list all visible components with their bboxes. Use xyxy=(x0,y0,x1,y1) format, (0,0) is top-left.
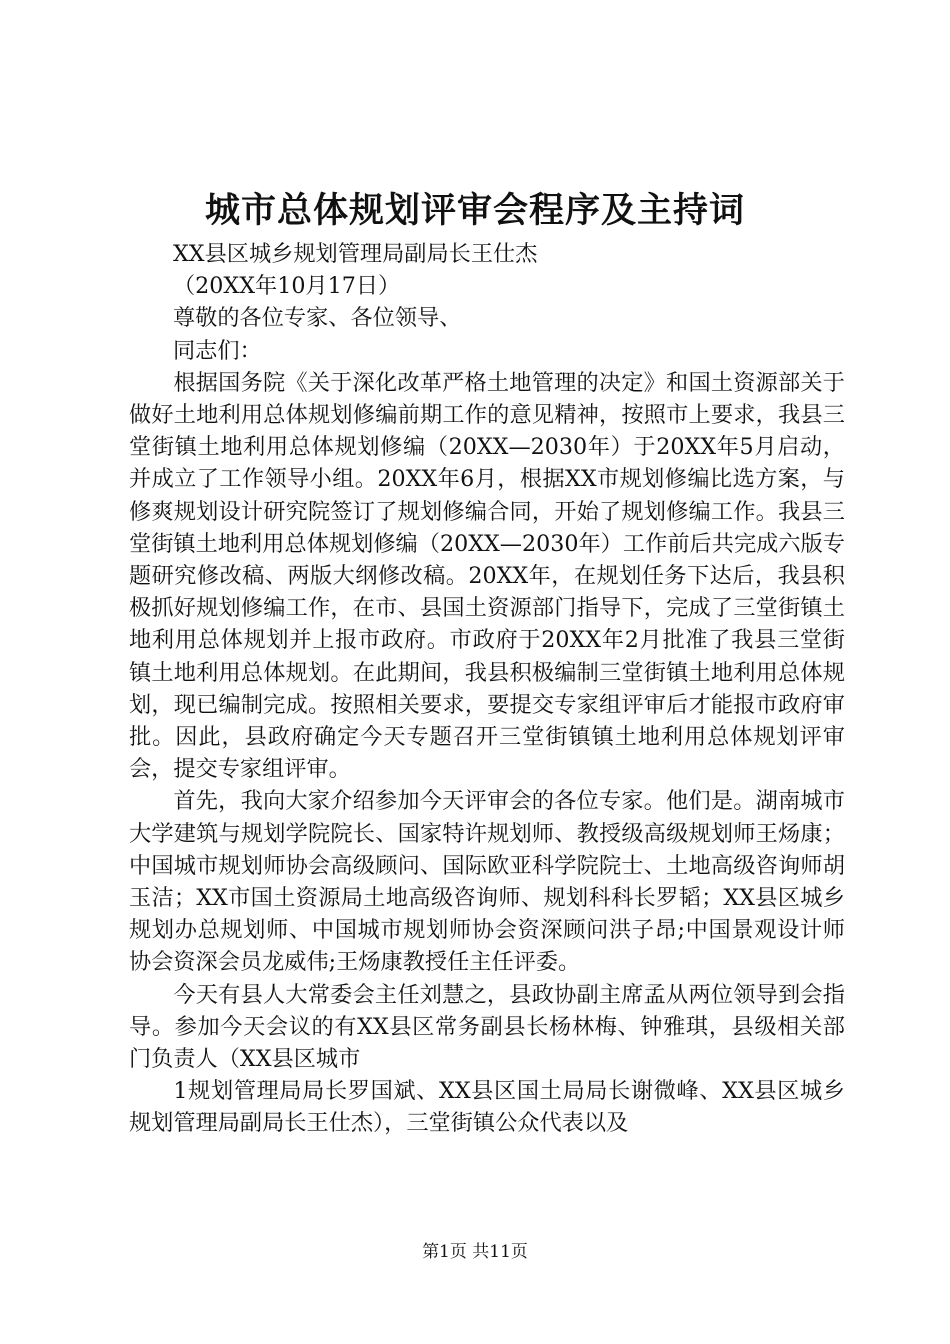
salutation-line-1: 尊敬的各位专家、各位领导、 xyxy=(173,305,462,332)
document-title: 城市总体规划评审会程序及主持词 xyxy=(204,190,745,231)
document-body xyxy=(129,238,845,1140)
body-paragraph-1: 根据国务院《关于深化改革严格土地管理的决定》和国土资源部关于做好土地利用总体规划修编前期工作的意见精神，按照市上要求，我县三堂街镇土地利用总体规划修编（20XX—2030年）于20XX年5月启动，并成立了工作领导小组。20XX年6月，根据XX市规划修编比选方案，与修爽规划设计研究院签订了规划修编合同，开始了规划修编工作。我县三堂街镇土地利用总体规划修编（20XX—2030年）工作前后共完成六版专题研究修改稿、两版大纲修改稿。20XX年，在规划任务下达后，我县积极抓好规划修编工作，在市、县国土资源部门指导下，完成了三堂街镇土地利用总体规划并上报市政府。市政府于20XX年2月批准了我县三堂街镇土地利用总体规划。在此期间，我县积极编制三堂街镇土地利用总体规划，现已编制完成。按照相关要求，要提交专家组评审后才能报市政府审批。因此，县政府确定今天专题召开三堂街镇镇土地利用总体规划评审会，提交专家组评审。 xyxy=(129,369,845,783)
author-line: XX县区城乡规划管理局副局长王仕杰 xyxy=(173,241,538,267)
body-paragraph-2: 首先，我向大家介绍参加今天评审会的各位专家。他们是。湖南城市大学建筑与规划学院院长、国家特许规划师、教授级高级规划师王炀康；中国城市规划师协会高级顾问、国际欧亚科学院院士、土地高级咨询师胡玉洁；XX市国土资源局土地高级咨询师、规划科科长罗韬；XX县区城乡规划办总规划师、中国城市规划师协会资深顾问洪子昂;中国景观设计师协会资深会员龙威伟;王炀康教授任主任评委。 xyxy=(129,788,845,976)
page-footer: 第1页 共11页 xyxy=(422,1242,528,1262)
salutation-line-2: 同志们： xyxy=(173,337,262,364)
body-paragraph-3: 今天有县人大常委会主任刘慧之，县政协副主席孟从两位领导到会指导。参加今天会议的有XX县区常务副县长杨林梅、钟雅琪，县级相关部门负责人（XX县区城市 xyxy=(129,981,845,1073)
body-paragraph-4: 1规划管理局局长罗国斌、XX县区国土局局长谢微峰、XX县区城乡规划管理局副局长王仕杰），三堂街镇公众代表以及 xyxy=(129,1078,845,1137)
date-line: （20XX年10月17日） xyxy=(173,273,401,300)
